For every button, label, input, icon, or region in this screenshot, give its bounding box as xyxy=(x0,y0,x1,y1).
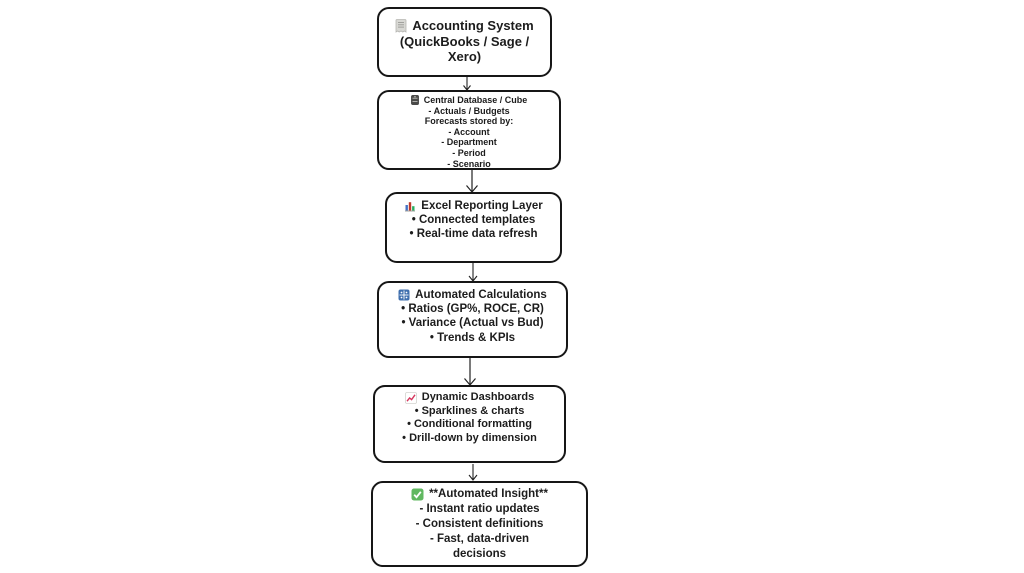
flow-arrow xyxy=(461,358,479,386)
box-title: Dynamic Dashboards xyxy=(421,391,535,403)
abacus-icon xyxy=(398,289,410,301)
box-text-line: - Scenario xyxy=(447,158,491,169)
file-cabinet-icon xyxy=(411,95,419,105)
box-title-row xyxy=(387,199,560,213)
box-text-line: - Account xyxy=(448,126,490,137)
box-text-line: • Drill-down by dimension xyxy=(402,431,537,444)
box-title: Central Database / Cube xyxy=(423,95,528,105)
box-body-text xyxy=(379,106,559,170)
box-title-row xyxy=(373,487,586,502)
box-body-text xyxy=(375,405,564,446)
box-text-line: - Actuals / Budgets xyxy=(428,105,510,116)
box-body-text xyxy=(373,502,586,562)
box-title-row xyxy=(379,18,550,34)
flow-arrow xyxy=(465,263,481,282)
box-text-line: decisions xyxy=(452,548,507,560)
flow-node-automated-insight xyxy=(371,481,588,567)
flow-arrow xyxy=(459,77,475,91)
flow-node-accounting-system xyxy=(377,7,552,77)
chart-increasing-icon xyxy=(405,392,417,404)
box-text-line: Forecasts stored by: xyxy=(424,116,514,127)
box-text-line: - Consistent definitions xyxy=(415,518,544,530)
box-text-line: • Real-time data refresh xyxy=(409,228,538,240)
box-title-row xyxy=(375,391,564,405)
box-text-line: • Trends & KPIs xyxy=(429,331,516,344)
box-text-line: - Period xyxy=(452,147,486,158)
flow-node-dynamic-dashboards xyxy=(373,385,566,463)
box-text-line: • Sparklines & charts xyxy=(414,404,525,417)
box-text-line: • Variance (Actual vs Bud) xyxy=(401,317,544,330)
box-title: **Automated Insight** xyxy=(429,488,548,500)
flow-node-excel-reporting-layer xyxy=(385,192,562,263)
box-body-text xyxy=(379,34,550,65)
box-body-text xyxy=(379,302,566,345)
bar-chart-icon xyxy=(404,200,416,212)
flow-node-automated-calculations xyxy=(377,281,568,358)
receipt-icon xyxy=(395,19,407,33)
box-title: Accounting System xyxy=(412,18,534,33)
flow-arrow xyxy=(463,170,481,193)
box-text-line: - Department xyxy=(441,137,497,148)
box-text-line: • Ratios (GP%, ROCE, CR) xyxy=(401,303,544,316)
flow-arrow xyxy=(465,464,481,481)
box-text-line: Xero) xyxy=(447,49,482,64)
box-title: Excel Reporting Layer xyxy=(421,200,543,212)
box-text-line: (QuickBooks / Sage / xyxy=(399,33,530,49)
box-text-line: • Connected templates xyxy=(411,214,536,226)
check-mark-icon xyxy=(411,488,424,501)
box-title-row xyxy=(379,95,559,106)
box-text-line: • Conditional formatting xyxy=(407,418,532,430)
box-title: Automated Calculations xyxy=(415,289,547,301)
flow-node-central-database xyxy=(377,90,561,170)
box-body-text xyxy=(387,213,560,241)
box-text-line: - Fast, data-driven xyxy=(429,533,530,545)
box-title-row xyxy=(379,288,566,302)
box-text-line: - Instant ratio updates xyxy=(419,503,540,515)
